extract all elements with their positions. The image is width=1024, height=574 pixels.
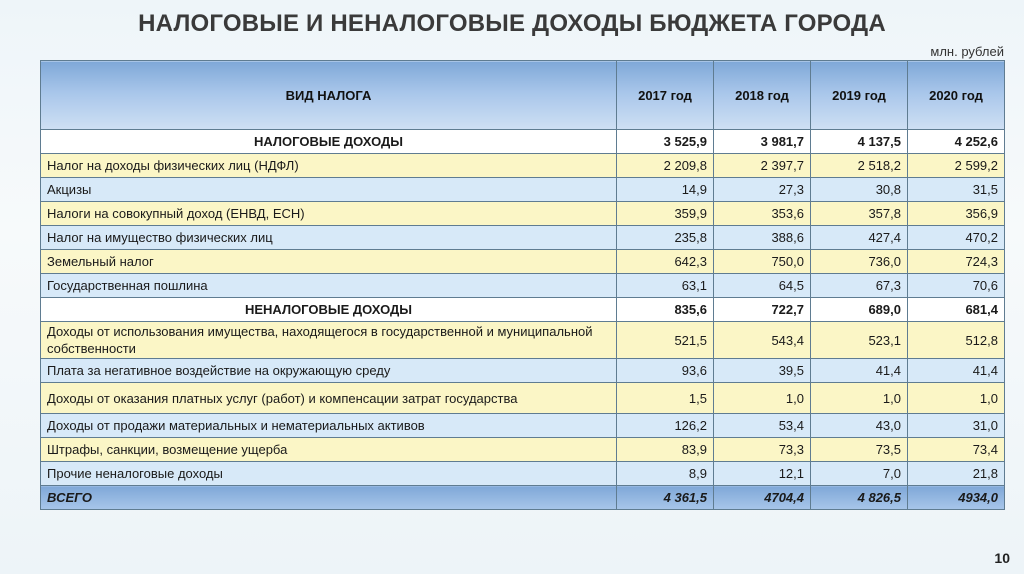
section-row-tax-revenue	[41, 130, 1005, 154]
cell-2017: 235,8	[617, 226, 714, 250]
table-row	[41, 383, 1005, 414]
cell-2018: 388,6	[714, 226, 811, 250]
cell-2019: 4 826,5	[811, 486, 908, 510]
cell-2020: 1,0	[908, 383, 1005, 414]
cell-2018: 3 981,7	[714, 130, 811, 154]
cell-2020: 73,4	[908, 438, 1005, 462]
table-row	[41, 202, 1005, 226]
cell-2020: 31,0	[908, 414, 1005, 438]
table-row	[41, 438, 1005, 462]
row-label: Государственная пошлина	[41, 274, 617, 298]
cell-2019: 67,3	[811, 274, 908, 298]
cell-2018: 353,6	[714, 202, 811, 226]
cell-2019: 736,0	[811, 250, 908, 274]
cell-2019: 427,4	[811, 226, 908, 250]
cell-2017: 359,9	[617, 202, 714, 226]
cell-2017: 126,2	[617, 414, 714, 438]
header-year-2019: 2019 год	[811, 61, 908, 130]
cell-2018: 2 397,7	[714, 154, 811, 178]
row-label: ВСЕГО	[41, 486, 617, 510]
row-label: Земельный налог	[41, 250, 617, 274]
cell-2019: 73,5	[811, 438, 908, 462]
cell-2018: 750,0	[714, 250, 811, 274]
cell-2019: 30,8	[811, 178, 908, 202]
page-number: 10	[994, 550, 1010, 566]
cell-2017: 4 361,5	[617, 486, 714, 510]
header-year-2018: 2018 год	[714, 61, 811, 130]
cell-2018: 12,1	[714, 462, 811, 486]
row-label: Налоги на совокупный доход (ЕНВД, ЕСН)	[41, 202, 617, 226]
row-label: НАЛОГОВЫЕ ДОХОДЫ	[41, 130, 617, 154]
header-year-2020: 2020 год	[908, 61, 1005, 130]
cell-2020: 681,4	[908, 298, 1005, 322]
cell-2018: 39,5	[714, 359, 811, 383]
cell-2020: 4 252,6	[908, 130, 1005, 154]
row-label: Налог на имущество физических лиц	[41, 226, 617, 250]
cell-2017: 14,9	[617, 178, 714, 202]
row-label: Плата за негативное воздействие на окружающую среду	[41, 359, 617, 383]
cell-2017: 1,5	[617, 383, 714, 414]
row-label: Доходы от продажи материальных и нематериальных активов	[41, 414, 617, 438]
row-label: Прочие неналоговые доходы	[41, 462, 617, 486]
page-title: НАЛОГОВЫЕ И НЕНАЛОГОВЫЕ ДОХОДЫ БЮДЖЕТА ГОРОДА	[138, 10, 886, 37]
table-row	[41, 462, 1005, 486]
cell-2017: 8,9	[617, 462, 714, 486]
cell-2018: 4704,4	[714, 486, 811, 510]
units-label: млн. рублей	[930, 44, 1004, 59]
table-row	[41, 154, 1005, 178]
section-row-non-tax-revenue	[41, 298, 1005, 322]
cell-2017: 521,5	[617, 322, 714, 359]
cell-2019: 4 137,5	[811, 130, 908, 154]
row-label: Доходы от оказания платных услуг (работ) и компенсации затрат государства	[41, 383, 617, 414]
cell-2019: 7,0	[811, 462, 908, 486]
cell-2018: 73,3	[714, 438, 811, 462]
table-row	[41, 274, 1005, 298]
table-header-row	[41, 61, 1005, 130]
cell-2018: 1,0	[714, 383, 811, 414]
cell-2018: 64,5	[714, 274, 811, 298]
total-row	[41, 486, 1005, 510]
cell-2019: 357,8	[811, 202, 908, 226]
cell-2019: 1,0	[811, 383, 908, 414]
cell-2017: 3 525,9	[617, 130, 714, 154]
table-row	[41, 359, 1005, 383]
row-label: Акцизы	[41, 178, 617, 202]
row-label: Штрафы, санкции, возмещение ущерба	[41, 438, 617, 462]
cell-2019: 43,0	[811, 414, 908, 438]
cell-2020: 41,4	[908, 359, 1005, 383]
table-row	[41, 322, 1005, 359]
table-row	[41, 178, 1005, 202]
cell-2017: 83,9	[617, 438, 714, 462]
cell-2020: 31,5	[908, 178, 1005, 202]
cell-2017: 93,6	[617, 359, 714, 383]
row-label: Налог на доходы физических лиц (НДФЛ)	[41, 154, 617, 178]
cell-2018: 543,4	[714, 322, 811, 359]
cell-2020: 21,8	[908, 462, 1005, 486]
row-label: Доходы от использования имущества, находящегося в государственной и муниципальной собственности	[41, 322, 617, 359]
header-year-2017: 2017 год	[617, 61, 714, 130]
cell-2020: 356,9	[908, 202, 1005, 226]
cell-2019: 41,4	[811, 359, 908, 383]
cell-2017: 642,3	[617, 250, 714, 274]
header-tax-type: ВИД НАЛОГА	[41, 61, 617, 130]
cell-2020: 70,6	[908, 274, 1005, 298]
cell-2020: 2 599,2	[908, 154, 1005, 178]
cell-2018: 53,4	[714, 414, 811, 438]
cell-2017: 63,1	[617, 274, 714, 298]
cell-2017: 2 209,8	[617, 154, 714, 178]
cell-2018: 27,3	[714, 178, 811, 202]
row-label: НЕНАЛОГОВЫЕ ДОХОДЫ	[41, 298, 617, 322]
cell-2019: 523,1	[811, 322, 908, 359]
cell-2019: 2 518,2	[811, 154, 908, 178]
cell-2020: 4934,0	[908, 486, 1005, 510]
cell-2019: 689,0	[811, 298, 908, 322]
cell-2020: 512,8	[908, 322, 1005, 359]
cell-2017: 835,6	[617, 298, 714, 322]
table-row	[41, 414, 1005, 438]
table-row	[41, 226, 1005, 250]
cell-2020: 724,3	[908, 250, 1005, 274]
revenue-table	[40, 60, 1005, 510]
cell-2020: 470,2	[908, 226, 1005, 250]
table-row	[41, 250, 1005, 274]
cell-2018: 722,7	[714, 298, 811, 322]
